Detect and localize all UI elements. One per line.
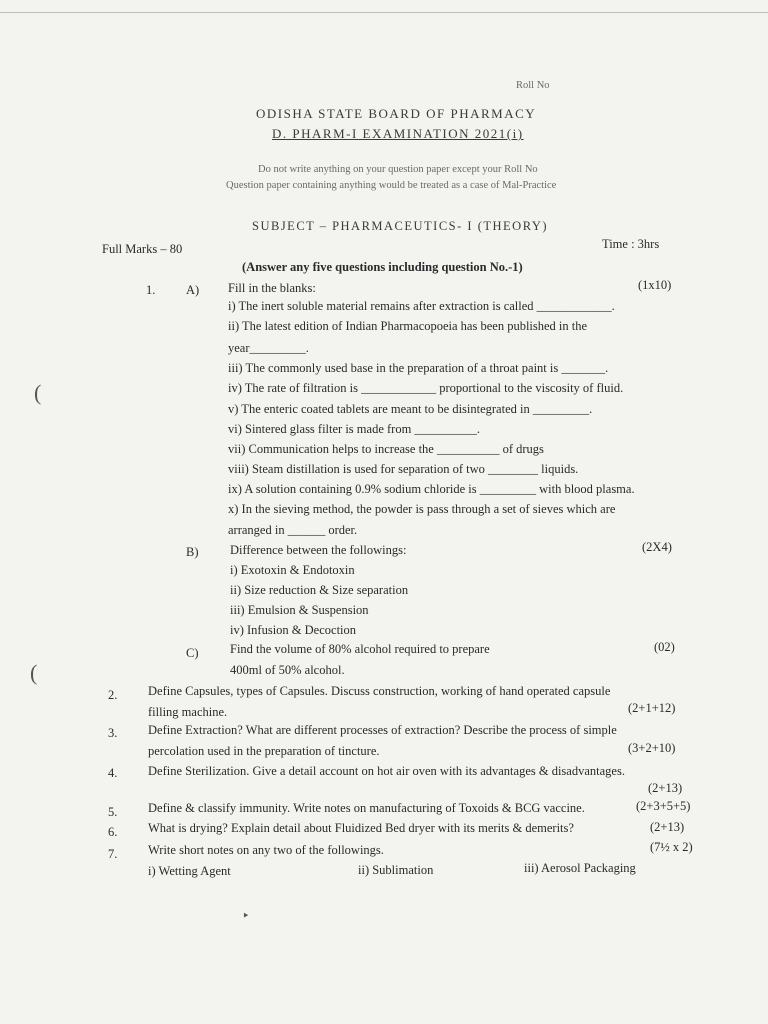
question-text: Define Extraction? What are different processes of extraction? Describe the process of simple xyxy=(148,723,617,737)
q1a-item: year_________. xyxy=(228,341,309,355)
q1a-item: v) The enteric coated tablets are meant to be disintegrated in _________. xyxy=(228,402,593,416)
q1a-item: iv) The rate of filtration is ____________ proportional to the viscosity of fluid. xyxy=(228,381,624,395)
question-text-cont: percolation used in the preparation of tincture. xyxy=(148,744,380,758)
full-marks: Full Marks – 80 xyxy=(102,242,183,256)
question-marks: (2+13) xyxy=(650,820,685,834)
instruction-line-1: Do not write anything on your question paper except your Roll No xyxy=(258,164,538,175)
q1a-item: i) The inert soluble material remains after extraction is called ____________. xyxy=(228,299,615,313)
q1b-item: iv) Infusion & Decoction xyxy=(230,623,357,637)
q1a-item: viii) Steam distillation is used for separation of two ________ liquids. xyxy=(228,462,579,476)
q1a-item: x) In the sieving method, the powder is pass through a set of sieves which are xyxy=(228,502,616,516)
question-marks: (2+3+5+5) xyxy=(636,799,691,813)
pen-stray-mark: ‣ xyxy=(242,908,250,923)
q1c-line2: 400ml of 50% alcohol. xyxy=(230,663,345,677)
q1a-item: ix) A solution containing 0.9% sodium chloride is _________ with blood plasma. xyxy=(228,482,635,496)
question-number: 3. xyxy=(108,726,118,740)
roll-no-label: Roll No xyxy=(516,80,550,91)
subject-title: SUBJECT – PHARMACEUTICS- I (THEORY) xyxy=(252,219,549,233)
question-text-cont: filling machine. xyxy=(148,705,228,719)
time-allowed: Time : 3hrs xyxy=(602,237,660,251)
q1a-item: arranged in ______ order. xyxy=(228,523,358,537)
q1a-label: A) xyxy=(186,283,200,297)
question-text: Write short notes on any two of the followings. xyxy=(148,843,384,857)
q7-option: iii) Aerosol Packaging xyxy=(524,861,636,875)
q1b-title: Difference between the followings: xyxy=(230,543,407,557)
exam-title: D. PHARM-I EXAMINATION 2021(i) xyxy=(272,126,524,141)
q7-option: i) Wetting Agent xyxy=(148,864,231,878)
q1b-item: ii) Size reduction & Size separation xyxy=(230,583,409,597)
question-number: 5. xyxy=(108,805,118,819)
q1a-item: vi) Sintered glass filter is made from __________. xyxy=(228,422,481,436)
question-marks: (2+1+12) xyxy=(628,701,676,715)
answer-instruction: (Answer any five questions including question No.-1) xyxy=(242,260,523,274)
q1a-item: vii) Communication helps to increase the __________ of drugs xyxy=(228,442,544,456)
question-marks: (2+13) xyxy=(648,781,683,795)
scan-hole-mark: ( xyxy=(30,660,38,685)
q1c-marks: (02) xyxy=(654,640,675,654)
question-text: What is drying? Explain detail about Fluidized Bed dryer with its merits & demerits? xyxy=(148,821,574,835)
scan-hole-mark: ( xyxy=(34,380,42,405)
q1a-item: ii) The latest edition of Indian Pharmacopoeia has been published in the xyxy=(228,319,588,333)
q1b-item: i) Exotoxin & Endotoxin xyxy=(230,563,355,577)
q1b-label: B) xyxy=(186,545,199,559)
q7-option: ii) Sublimation xyxy=(358,863,434,877)
question-marks: (3+2+10) xyxy=(628,741,676,755)
question-number: 6. xyxy=(108,825,118,839)
question-text: Define Sterilization. Give a detail account on hot air oven with its advantages & disadvantages. xyxy=(148,764,625,778)
q1b-item: iii) Emulsion & Suspension xyxy=(230,603,369,617)
q1a-item: iii) The commonly used base in the preparation of a throat paint is _______. xyxy=(228,361,609,375)
question-marks: (7½ x 2) xyxy=(650,840,693,854)
q1a-marks: (1x10) xyxy=(638,278,672,292)
question-text: Define & classify immunity. Write notes on manufacturing of Toxoids & BCG vaccine. xyxy=(148,801,585,815)
question-number: 2. xyxy=(108,688,118,702)
board-title: ODISHA STATE BOARD OF PHARMACY xyxy=(256,106,537,121)
question-number: 4. xyxy=(108,766,118,780)
q1b-marks: (2X4) xyxy=(642,540,672,554)
q1c-label: C) xyxy=(186,646,199,660)
q1-number: 1. xyxy=(146,283,156,297)
q1c-line1: Find the volume of 80% alcohol required to prepare xyxy=(230,642,490,656)
q1a-title: Fill in the blanks: xyxy=(228,281,316,295)
instruction-line-2: Question paper containing anything would be treated as a case of Mal-Practice xyxy=(226,180,557,191)
question-number: 7. xyxy=(108,847,118,861)
question-text: Define Capsules, types of Capsules. Discuss construction, working of hand operated capsule xyxy=(148,684,611,698)
scan-edge-line xyxy=(0,12,768,13)
